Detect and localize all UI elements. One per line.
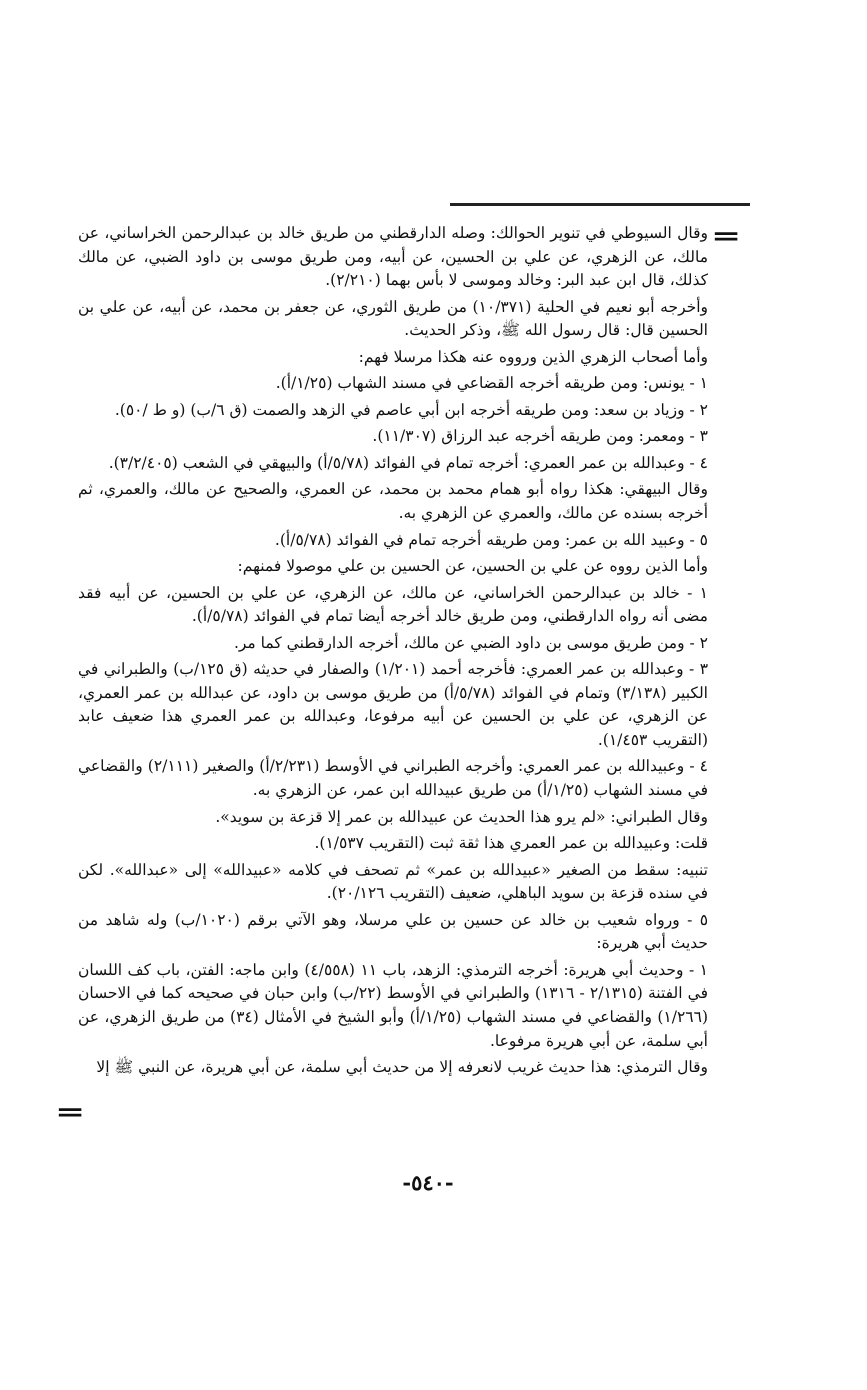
- paragraph-abu-nuaym: وأخرجه أبو نعيم في الحلية (١٠/٣٧١) من طريق الثوري، عن جعفر بن محمد، عن أبيه، عن علي بن الحسين قال: قال رسول الله ﷺ، وذكر الحديث.: [78, 297, 708, 340]
- paragraph-bayhaqi: وقال البيهقي: هكذا رواه أبو همام محمد بن محمد، عن العمري، والصحيح عن مالك، والعمري، ثم أخرجه بسنده عن مالك، والعمري عن الزهري به.: [78, 480, 708, 523]
- paragraph-abdullah-umari: ٤ - وعبدالله بن عمر العمري: أخرجه تمام في الفوائد (٥/٧٨/أ) والبيهقي في الشعب (٣/٢/٤٠٥).: [108, 453, 708, 472]
- paragraph-musa: ٢ - ومن طريق موسى بن داود الضبي عن مالك، أخرجه الدارقطني كما مر.: [233, 633, 708, 652]
- paragraph-ubaydullah: ٥ - وعبيد الله بن عمر: ومن طريقه أخرجه تمام في الفوائد (٥/٧٨/أ).: [274, 530, 708, 549]
- footnote-separator-rule: [450, 203, 750, 206]
- paragraph-ubaydullah-umari: ٤ - وعبيدالله بن عمر العمري: وأخرجه الطبراني في الأوسط (٢/٢٣١/أ) والصغير (٢/١١١) والقضاعي في مسند الشهاب (١/٢٥/أ) من طريق عبيدالله ابن عمر، عن الزهري به.: [78, 757, 708, 800]
- paragraph-khalid: ١ - خالد بن عبدالرحمن الخراساني، عن مالك، عن الزهري، عن علي بن الحسين، عن أبيه فقد مضى أنه رواه الدارقطني، ومن طريق خالد أخرجه أيضا تمام في الفوائد (٥/٧٨/أ).: [78, 583, 708, 626]
- paragraph-qultu: قلت: وعبيدالله بن عمر العمري هذا ثقة ثبت (التقريب ١/٥٣٧).: [314, 834, 708, 853]
- paragraph-tirmidhi: وقال الترمذي: هذا حديث غريب لانعرفه إلا من حديث أبي سلمة، عن أبي هريرة، عن النبي ﷺ إلا: [96, 1058, 708, 1077]
- paragraph-yunus: ١ - يونس: ومن طريقه أخرجه القضاعي في مسند الشهاب (١/٢٥/أ).: [275, 374, 708, 393]
- paragraph-ziyad: ٢ - وزياد بن سعد: ومن طريقه أخرجه ابن أبي عاصم في الزهد والصمت (ق ٦/ب) (و ط /٥٠).: [114, 400, 708, 419]
- paragraph-tanbih: تنبيه: سقط من الصغير «عبيدالله بن عمر» ثم تصحف في كلامه «عبيدالله» إلى «عبدالله». لكن في سنده قزعة بن سويد الباهلي، ضعيف (التقريب ٢٠/١٢٦).: [78, 860, 708, 903]
- continuation-mark-bottom: =: [54, 1098, 86, 1126]
- paragraph-tabarani: وقال الطبراني: «لم يرو هذا الحديث عن عبيدالله بن عمر إلا قزعة بن سويد».: [215, 807, 708, 826]
- paragraph-mursal-heading: وأما أصحاب الزهري الذين ورووه عنه هكذا مرسلا فهم:: [358, 347, 708, 366]
- paragraph-suyuti: وقال السيوطي في تنوير الحوالك: وصله الدارقطني من طريق خالد بن عبدالرحمن الخراساني، عن مالك، عن الزهري، عن علي بن الحسين، عن أبيه، ومن طريق موسى بن داود الضبي، عن مالك كذلك، قال ابن عبد البر: وخالد وموسى لا بأس بهما (٢/٢١٠).: [78, 224, 708, 290]
- paragraph-abu-hurayra: ١ - وحديث أبي هريرة: أخرجه الترمذي: الزهد، باب ١١ (٤/٥٥٨) وابن ماجه: الفتن، باب كف اللسان في الفتنة (٢/١٣١٥ - ١٣١٦) والطبراني في الأوسط (٢٢/ب) وابن حبان في صحيحه كما في الاحسان (١/٢٦٦) والقضاعي في مسند الشهاب (١/٢٥/أ) وأبو الشيخ في الأمثال (٣٤) من طريق الزهري، عن أبي سلمة، عن أبي هريرة مرفوعا.: [78, 960, 709, 1050]
- paragraph-abdullah-umari-2: ٣ - وعبدالله بن عمر العمري: فأخرجه أحمد (١/٢٠١) والصفار في حديثه (ق ١٢٥/ب) والطبراني في الكبير (٣/١٣٨) وتمام في الفوائد (٥/٧٨/أ) من طريق موسى بن داود، عن عبدالله بن عمر العمري، عن الزهري، عن علي بن الحسين عن أبيه مرفوعا، وعبدالله بن عمر العمري هذا ضعيف عابد (التقريب ١/٤٥٣).: [78, 660, 709, 749]
- continuation-mark-top: =: [710, 222, 742, 250]
- footnote-text: [78, 222, 708, 1083]
- paragraph-mawsul-heading: وأما الذين رووه عن علي بن الحسين، عن الحسين بن علي موصولا فمنهم:: [237, 557, 708, 576]
- paragraph-shuayb: ٥ - ورواه شعيب بن خالد عن حسين بن علي مرسلا، وهو الآتي برقم (١٠٢٠/ب) وله شاهد من حديث أبي هريرة:: [78, 910, 709, 953]
- page-number: -٥٤٠-: [402, 1170, 454, 1195]
- paragraph-mamar: ٣ - ومعمر: ومن طريقه أخرجه عبد الرزاق (١١/٣٠٧).: [372, 427, 708, 446]
